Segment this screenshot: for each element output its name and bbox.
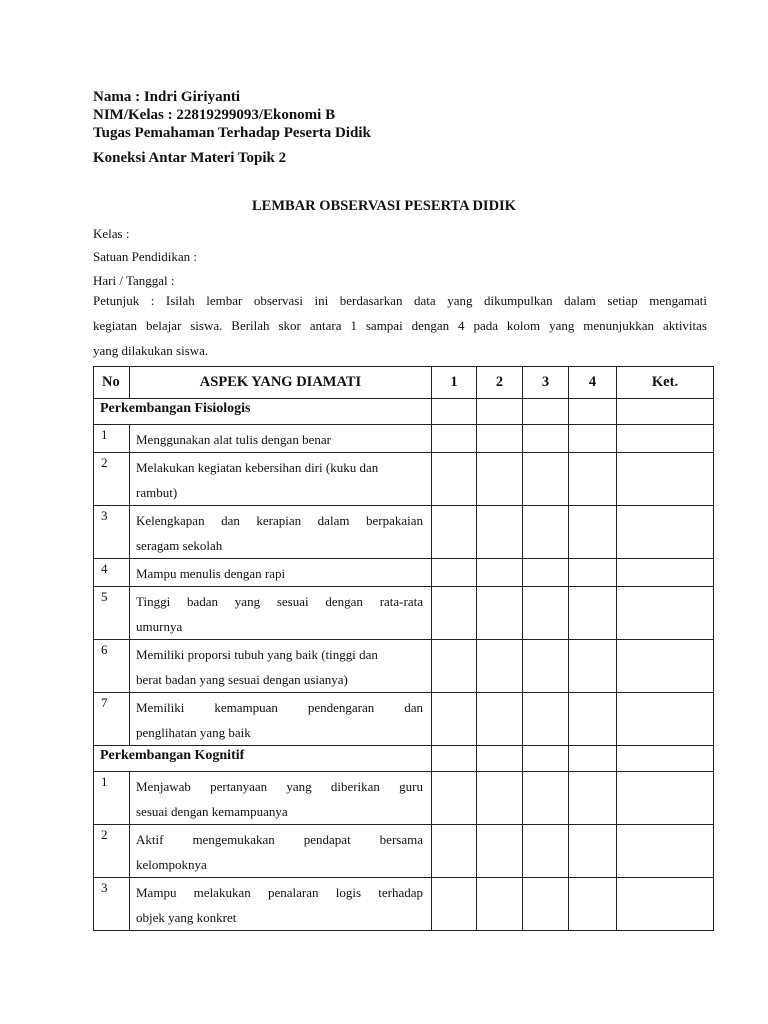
score-cell[interactable] xyxy=(477,825,523,878)
score-cell[interactable] xyxy=(477,746,523,772)
hari-tanggal-label: Hari / Tanggal : xyxy=(93,273,175,288)
ket-cell[interactable] xyxy=(617,453,714,506)
row-number: 7 xyxy=(94,693,130,746)
aspect-cell xyxy=(130,693,432,746)
score-cell[interactable] xyxy=(477,559,523,587)
table-row xyxy=(94,453,714,506)
aspect-line: Memiliki proporsi tubuh yang baik (tinggi dan xyxy=(136,647,378,662)
row-number: 2 xyxy=(94,825,130,878)
table-header-row xyxy=(94,367,714,399)
ket-cell[interactable] xyxy=(617,559,714,587)
score-cell[interactable] xyxy=(432,640,477,693)
score-cell[interactable] xyxy=(432,825,477,878)
aspect-line: Mampu melakukan penalaran logis terhadap xyxy=(136,885,423,900)
score-cell[interactable] xyxy=(432,587,477,640)
aspect-line: umurnya xyxy=(136,619,183,634)
col-header-score-3: 3 xyxy=(523,367,569,399)
aspect-line: penglihatan yang baik xyxy=(136,725,251,740)
aspect-line: Tinggi badan yang sesuai dengan rata-rata xyxy=(136,594,423,609)
ket-cell[interactable] xyxy=(617,640,714,693)
score-cell[interactable] xyxy=(432,506,477,559)
table-row xyxy=(94,772,714,825)
ket-cell[interactable] xyxy=(617,878,714,931)
table-row xyxy=(94,825,714,878)
ket-cell[interactable] xyxy=(617,693,714,746)
score-cell[interactable] xyxy=(523,453,569,506)
ket-cell[interactable] xyxy=(617,506,714,559)
score-cell[interactable] xyxy=(523,772,569,825)
ket-cell[interactable] xyxy=(617,587,714,640)
aspect-line: Menjawab pertanyaan yang diberikan guru xyxy=(136,779,423,794)
col-header-score-4: 4 xyxy=(569,367,617,399)
score-cell[interactable] xyxy=(569,453,617,506)
score-cell[interactable] xyxy=(569,506,617,559)
task-title: Tugas Pemahaman Terhadap Peserta Didik xyxy=(93,125,371,141)
kelas-label: Kelas : xyxy=(93,226,130,241)
score-cell[interactable] xyxy=(477,587,523,640)
score-cell[interactable] xyxy=(523,425,569,453)
aspect-line: Kelengkapan dan kerapian dalam berpakaian xyxy=(136,513,423,528)
col-header-score-1: 1 xyxy=(432,367,477,399)
aspect-line: Memiliki kemampuan pendengaran dan xyxy=(136,700,423,715)
aspect-cell xyxy=(130,640,432,693)
score-cell[interactable] xyxy=(569,587,617,640)
score-cell[interactable] xyxy=(477,640,523,693)
score-cell[interactable] xyxy=(432,559,477,587)
section-row xyxy=(94,746,714,772)
topic-title: Koneksi Antar Materi Topik 2 xyxy=(93,150,287,166)
table-row xyxy=(94,878,714,931)
row-number: 2 xyxy=(94,453,130,506)
score-cell[interactable] xyxy=(432,453,477,506)
col-header-ket: Ket. xyxy=(617,367,714,399)
student-name: Nama : Indri Giriyanti xyxy=(93,89,241,105)
score-cell[interactable] xyxy=(523,506,569,559)
row-number: 1 xyxy=(94,425,130,453)
ket-cell[interactable] xyxy=(617,772,714,825)
row-number: 4 xyxy=(94,559,130,587)
observation-table xyxy=(93,366,714,931)
col-header-aspect: ASPEK YANG DIAMATI xyxy=(130,367,432,399)
table-row xyxy=(94,587,714,640)
aspect-line: sesuai dengan kemampuanya xyxy=(136,804,288,819)
table-row xyxy=(94,506,714,559)
score-cell[interactable] xyxy=(477,399,523,425)
ket-cell[interactable] xyxy=(617,399,714,425)
score-cell[interactable] xyxy=(523,693,569,746)
table-row xyxy=(94,640,714,693)
score-cell[interactable] xyxy=(523,559,569,587)
score-cell[interactable] xyxy=(477,425,523,453)
instruction-line: kegiatan belajar siswa. Berilah skor antara 1 sampai dengan 4 pada kolom yang menunjukkan aktivitas xyxy=(93,318,707,333)
form-title: LEMBAR OBSERVASI PESERTA DIDIK xyxy=(252,198,516,214)
table-row xyxy=(94,425,714,453)
score-cell[interactable] xyxy=(569,559,617,587)
instruction-line: Petunjuk : Isilah lembar observasi ini berdasarkan data yang dikumpulkan dalam setiap mengamati xyxy=(93,293,707,308)
score-cell[interactable] xyxy=(569,825,617,878)
score-cell[interactable] xyxy=(569,693,617,746)
score-cell[interactable] xyxy=(523,640,569,693)
score-cell[interactable] xyxy=(523,878,569,931)
aspect-line: rambut) xyxy=(136,485,178,500)
score-cell[interactable] xyxy=(432,746,477,772)
score-cell[interactable] xyxy=(523,587,569,640)
col-header-no: No xyxy=(94,367,130,399)
score-cell[interactable] xyxy=(477,693,523,746)
satuan-pendidikan-label: Satuan Pendidikan : xyxy=(93,249,197,264)
score-cell[interactable] xyxy=(477,878,523,931)
instruction-line: yang dilakukan siswa. xyxy=(93,343,209,358)
score-cell[interactable] xyxy=(477,506,523,559)
score-cell[interactable] xyxy=(523,399,569,425)
score-cell[interactable] xyxy=(523,746,569,772)
aspect-cell xyxy=(130,825,432,878)
score-cell[interactable] xyxy=(569,640,617,693)
score-cell[interactable] xyxy=(432,399,477,425)
score-cell[interactable] xyxy=(432,693,477,746)
score-cell[interactable] xyxy=(477,772,523,825)
col-header-score-2: 2 xyxy=(477,367,523,399)
section-title-kognitif: Perkembangan Kognitif xyxy=(94,746,432,772)
row-number: 6 xyxy=(94,640,130,693)
row-number: 1 xyxy=(94,772,130,825)
row-number: 5 xyxy=(94,587,130,640)
aspect-line: Mampu menulis dengan rapi xyxy=(136,566,286,581)
score-cell[interactable] xyxy=(569,425,617,453)
score-cell[interactable] xyxy=(569,399,617,425)
aspect-cell xyxy=(130,587,432,640)
ket-cell[interactable] xyxy=(617,746,714,772)
score-cell[interactable] xyxy=(569,878,617,931)
aspect-line: Menggunakan alat tulis dengan benar xyxy=(136,432,331,447)
score-cell[interactable] xyxy=(569,772,617,825)
ket-cell[interactable] xyxy=(617,425,714,453)
aspect-line: berat badan yang sesuai dengan usianya) xyxy=(136,672,348,687)
aspect-cell xyxy=(130,772,432,825)
ket-cell[interactable] xyxy=(617,825,714,878)
aspect-line: seragam sekolah xyxy=(136,538,223,553)
aspect-cell xyxy=(130,453,432,506)
score-cell[interactable] xyxy=(432,425,477,453)
table-row xyxy=(94,693,714,746)
aspect-line: Melakukan kegiatan kebersihan diri (kuku dan xyxy=(136,460,379,475)
section-row xyxy=(94,399,714,425)
aspect-line: kelompoknya xyxy=(136,857,207,872)
score-cell[interactable] xyxy=(477,453,523,506)
score-cell[interactable] xyxy=(432,772,477,825)
score-cell[interactable] xyxy=(523,825,569,878)
score-cell[interactable] xyxy=(432,878,477,931)
aspect-line: Aktif mengemukakan pendapat bersama xyxy=(136,832,423,847)
row-number: 3 xyxy=(94,506,130,559)
aspect-cell xyxy=(130,559,432,587)
section-title-fisiologis: Perkembangan Fisiologis xyxy=(94,399,432,425)
table-row xyxy=(94,559,714,587)
student-nim-class: NIM/Kelas : 22819299093/Ekonomi B xyxy=(93,107,336,123)
aspect-line: objek yang konkret xyxy=(136,910,237,925)
aspect-cell xyxy=(130,878,432,931)
score-cell[interactable] xyxy=(569,746,617,772)
instructions xyxy=(93,291,707,363)
row-number: 3 xyxy=(94,878,130,931)
aspect-cell xyxy=(130,506,432,559)
aspect-cell xyxy=(130,425,432,453)
